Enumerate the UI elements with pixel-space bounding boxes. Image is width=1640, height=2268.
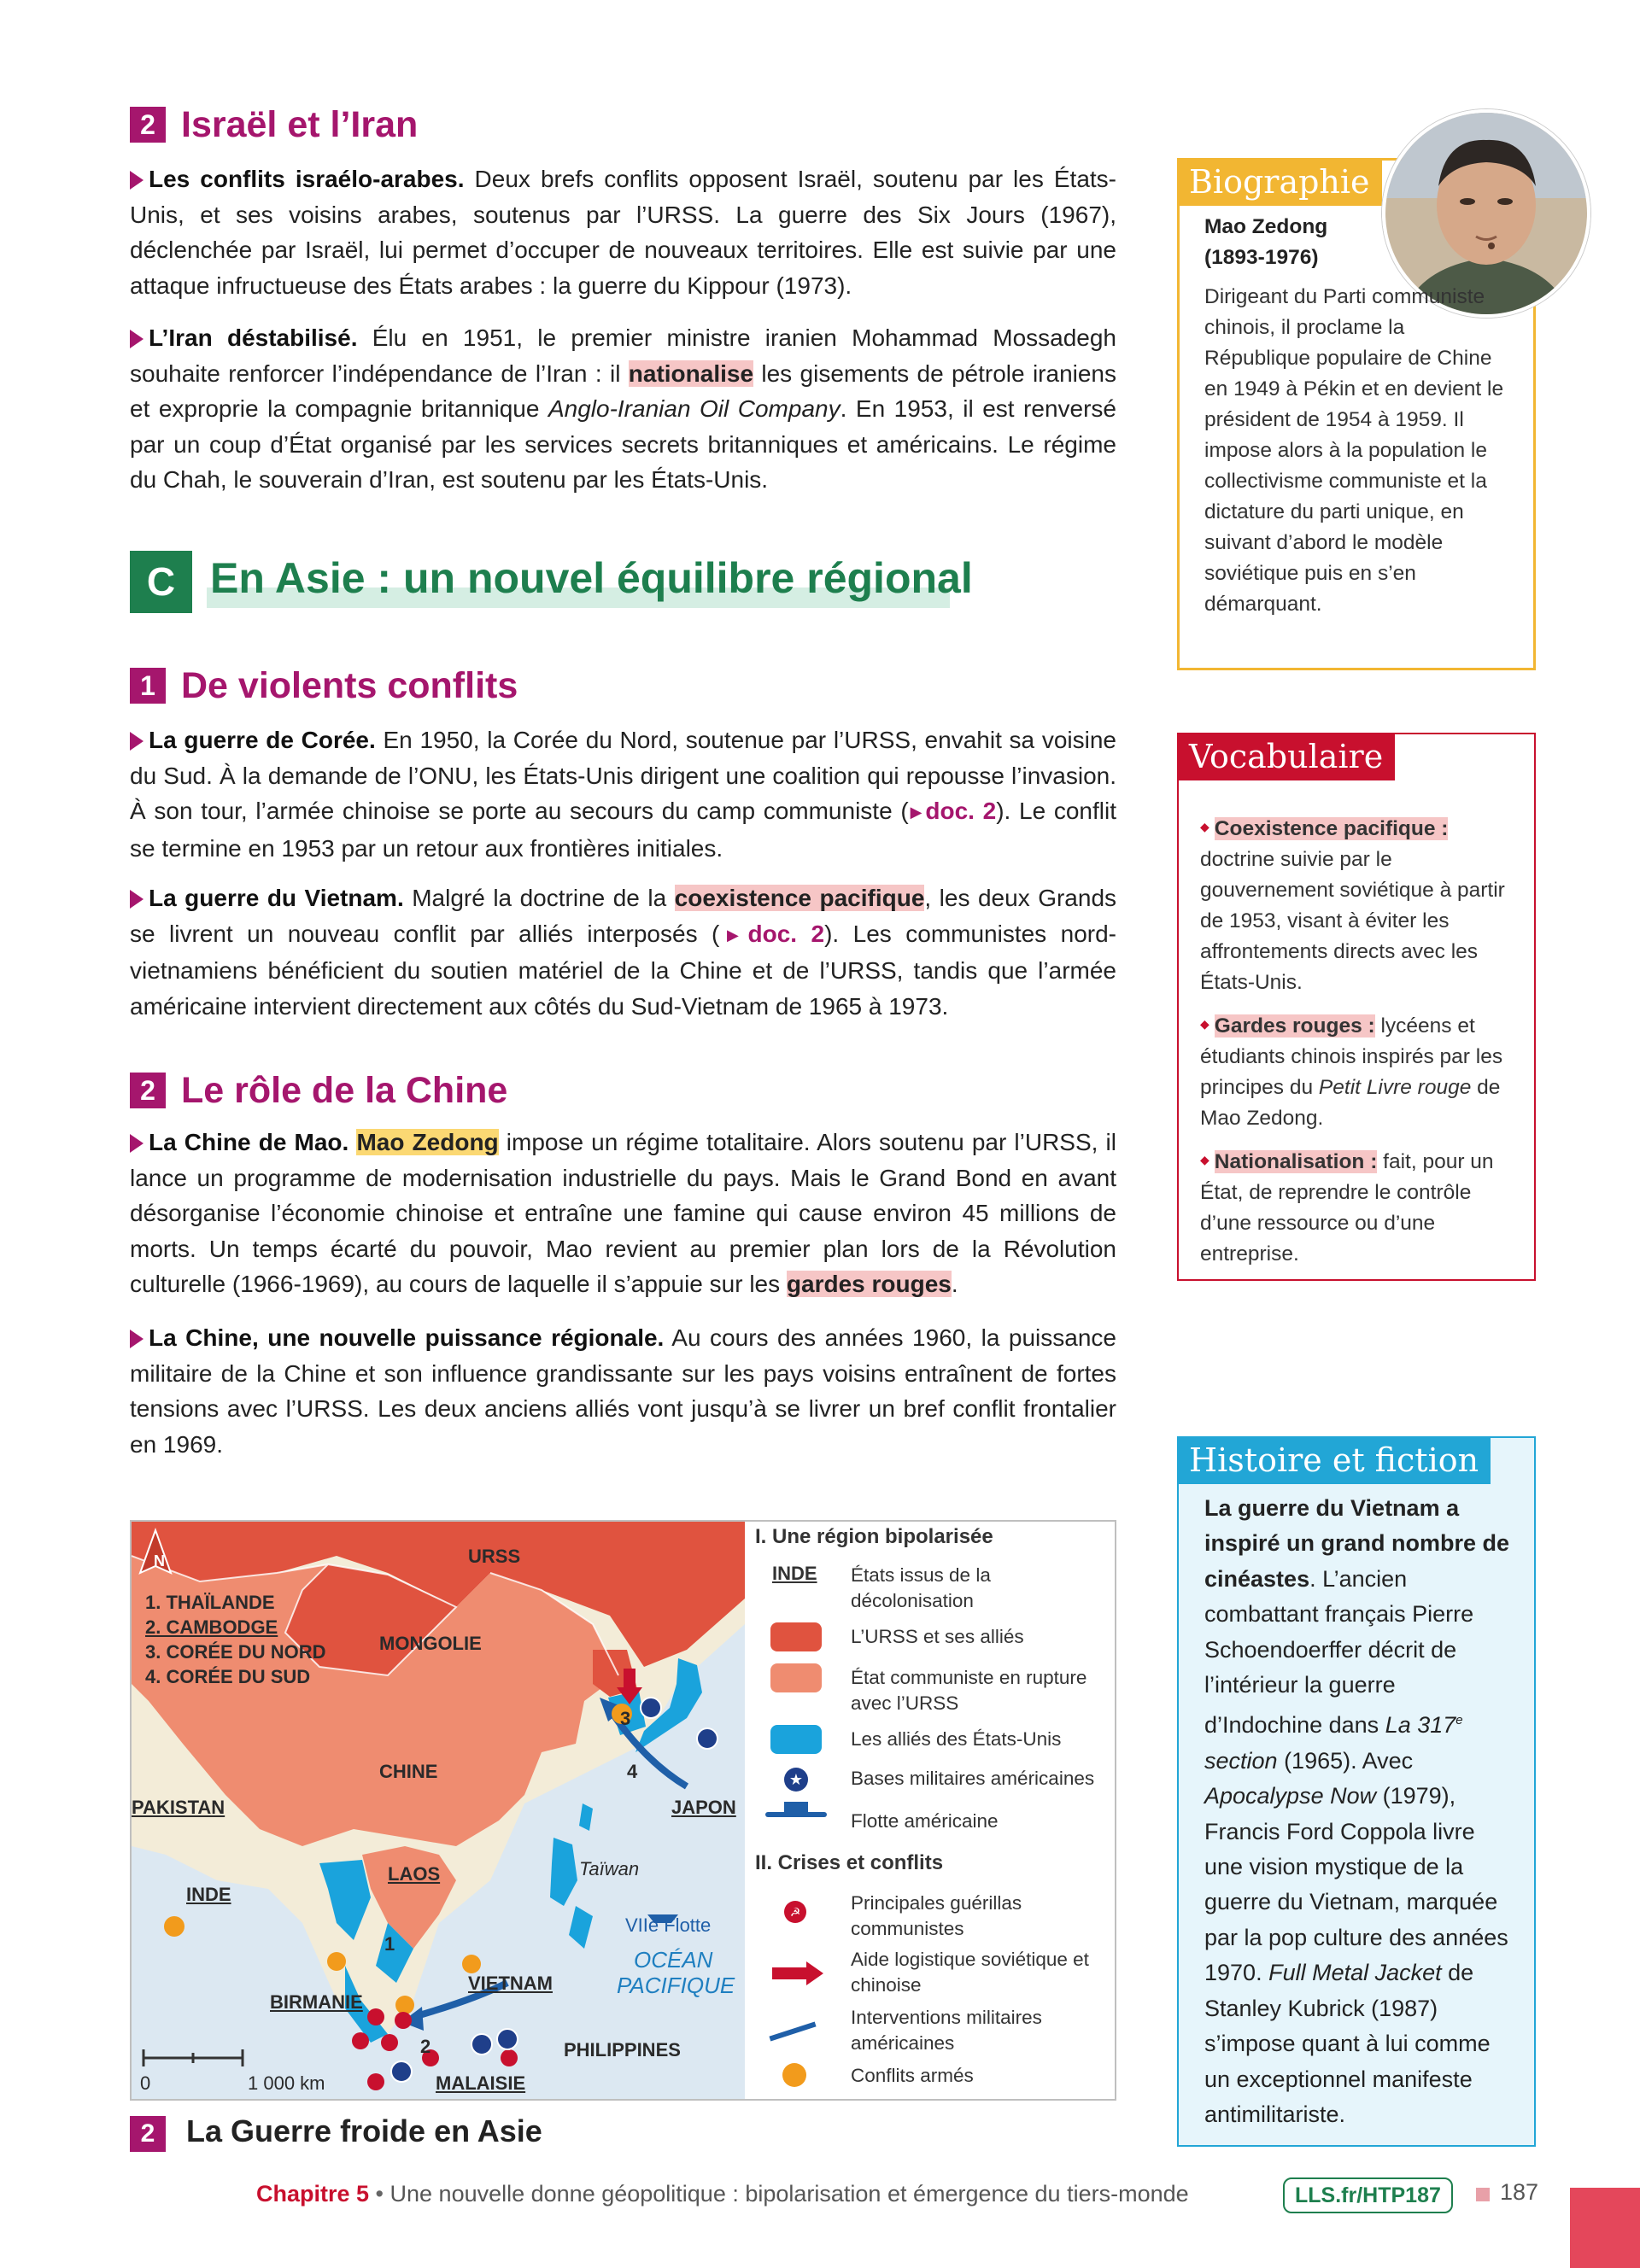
vocab-link-coexistence[interactable]: coexistence pacifique <box>674 885 925 911</box>
legend-conflicts: Conflits armés <box>851 2065 974 2086</box>
section-title-conflits: De violents conflits <box>181 665 518 706</box>
vocab-item-gardes-rouges: ◆ Gardes rouges : lycéens et étudiants chinois inspirés par les principes du Petit Livre rouge de Mao Zedong. <box>1200 1014 1503 1130</box>
label-pakistan: PAKISTAN <box>132 1797 226 1818</box>
section-letter-c: C <box>130 551 192 613</box>
us-fleet-icon-hull <box>784 1802 808 1814</box>
scale-distance: 1 000 km <box>248 2072 325 2094</box>
logistic-aid-icon <box>772 1967 806 1979</box>
label-malaisie: MALAISIE <box>436 2072 526 2094</box>
vocab-item-nationalisation: ◆ Nationalisation : fait, pour un État, de reprendre le contrôle d’une ressource ou d’une entreprise. <box>1200 1150 1494 1266</box>
map-country-list: 1. THAÏLANDE 2. CAMBODGE 3. CORÉE DU NORD 4. CORÉE DU SUD <box>145 1592 326 1687</box>
guerilla-icon: ☭ <box>784 1901 806 1923</box>
label-mongolie: MONGOLIE <box>379 1633 482 1654</box>
section-number: 1 <box>130 668 166 704</box>
section-number: 2 <box>130 1073 166 1108</box>
bullet-arrow-icon <box>130 330 144 348</box>
legend-logistic-aid: Aide logistique soviétique et chinoise <box>851 1949 1089 1996</box>
vocab-link-nationalise[interactable]: nationalise <box>628 359 754 387</box>
fiction-text: La guerre du Vietnam a inspiré un grand nombre de cinéastes. L’ancien combattant français Pierre Schoendoerffer décrit de l’intérieur la guerre d’Indochine dans La 317e section (1965). Avec Apocalypse Now (1979), Francis Ford Coppola livre une vision mystique de la guerre du Vietnam, marquée par la pop culture des années 1970. Full Metal Jacket de Stanley Kubrick (1987) s’impose quant à lui comme un exceptionnel manifeste antimilitariste. <box>1204 1495 1510 2127</box>
label-7e-flotte: VIIe Flotte <box>625 1914 712 1936</box>
label-birmanie: BIRMANIE <box>270 1991 363 2013</box>
paragraph-guerre-coree: La guerre de Corée. En 1950, la Corée du Nord, soutenue par l’URSS, envahit sa voisine du Sud. À la demande de l’ONU, les États-Unis dirigent une coalition qui repousse l’invasion. À son tour, l’armée chinoise se porte au secours du camp communiste (▶ doc. 2). Le conflit se termine en 1953 par un retour aux frontières initiales. <box>130 722 1116 866</box>
legend-bases: Bases militaires américaines <box>851 1768 1095 1789</box>
paragraph-iran-destabilise: L’Iran déstabilisé. Élu en 1951, le premier ministre iranien Mohammad Mossadegh souhaite renforcer l’indépendance de l’Iran : il nationalise les gisements de pétrole iraniens et exproprie la compagnie britannique Anglo-Iranian Oil Company. En 1953, il est renversé par un coup d’État organisé par les services secrets britanniques et américains. Le régime du Chah, le souverain d’Iran, est soutenu par les États-Unis. <box>130 324 1117 493</box>
label-num-4: 4 <box>627 1761 638 1782</box>
label-num-3: 3 <box>620 1708 631 1729</box>
label-chine: CHINE <box>379 1761 438 1782</box>
logistic-aid-arrowhead <box>806 1961 823 1985</box>
us-base-icon: ★ <box>784 1768 808 1792</box>
vocab-item-coexistence: ◆ Coexistence pacifique : doctrine suivie par le gouvernement soviétique à partir de 1953, visant à éviter les affrontements directs avec les États-Unis. <box>1200 817 1505 994</box>
section-title-israel-iran: Israël et l’Iran <box>181 104 419 145</box>
label-ocean: OCÉAN <box>634 1947 713 1973</box>
legend-fleet: Flotte américaine <box>851 1810 999 1832</box>
biography-name: Mao Zedong (1893-1976) <box>1204 215 1328 269</box>
label-num-1: 1 <box>384 1933 395 1955</box>
label-laos: LAOS <box>388 1863 441 1885</box>
doc-number: 2 <box>130 2116 166 2152</box>
map-caption: La Guerre froide en Asie <box>186 2113 542 2148</box>
armed-conflict-icon <box>782 2063 806 2087</box>
legend-heading-1: I. Une région bipolarisée <box>755 1525 993 1548</box>
diamond-icon: ◆ <box>1200 820 1210 833</box>
section-title-asie: En Asie : un nouvel équilibre régional <box>210 554 973 602</box>
label-taiwan: Taïwan <box>579 1858 640 1879</box>
diamond-icon: ◆ <box>1200 1017 1210 1031</box>
doc-reference-link[interactable]: ▶ doc. 2 <box>719 921 824 947</box>
doc-reference-link[interactable]: ▶ doc. 2 <box>909 798 997 824</box>
footer-chapter: Chapitre 5 • Une nouvelle donne géopolitique : bipolarisation et émergence du tiers-monde <box>256 2181 1189 2207</box>
vocab-link-gardes-rouges[interactable]: gardes rouges <box>786 1271 952 1297</box>
diamond-icon: ◆ <box>1200 1153 1210 1166</box>
section-number: 2 <box>130 107 166 143</box>
legend-inde-sample: INDE <box>772 1563 817 1584</box>
paragraph-conflits-israelo-arabes: Les conflits israélo-arabes. Deux brefs conflits opposent Israël, soutenu par les États-Unis, et ses voisins arabes, soutenus par l’URSS. La guerre des Six Jours (1967), déclenchée par Israël, lui permet d’occuper de nouveaux territoires. Elle est suivie par une attaque infructueuse des États arabes : la guerre du Kippour (1973). <box>130 166 1116 299</box>
legend-urss: L’URSS et ses alliés <box>851 1626 1024 1647</box>
label-philippines: PHILIPPINES <box>564 2039 681 2060</box>
label-vietnam: VIETNAM <box>468 1973 553 1994</box>
bullet-arrow-icon <box>130 1330 144 1348</box>
north-label: N <box>154 1552 165 1569</box>
label-urss: URSS <box>468 1546 521 1567</box>
label-num-2: 2 <box>420 2036 431 2057</box>
biography-link-mao[interactable]: Mao Zedong <box>356 1129 499 1155</box>
scale-zero: 0 <box>140 2072 151 2094</box>
footer-marker <box>1476 2188 1490 2201</box>
biography-text: Dirigeant du Parti communiste chinois, il proclame la République populaire de Chine en 1949 à Pékin et en devient le président de 1954 à 1959. Il impose alors à la population le collectivisme communiste et la dictature du parti unique, en suivant d’abord le modèle soviétique puis en s’en démarquant. <box>1204 285 1504 616</box>
legend-heading-2: II. Crises et conflits <box>755 1851 944 1874</box>
legend-guerillas: Principales guérillas communistes <box>851 1892 1022 1939</box>
legend-chine: État communiste en rupture avec l’URSS <box>851 1667 1087 1714</box>
legend-swatch-urss <box>770 1622 822 1651</box>
fiction-title: Histoire et fiction <box>1177 1436 1491 1484</box>
label-japon: JAPON <box>671 1797 736 1818</box>
page-tab <box>1570 2188 1640 2268</box>
legend-interventions: Interventions militaires américaines <box>851 2007 1042 2054</box>
label-inde: INDE <box>186 1884 231 1905</box>
vocabulary-list <box>1200 811 1516 1280</box>
legend-usa-allies: Les alliés des États-Unis <box>851 1728 1062 1750</box>
legend-swatch-usa <box>770 1725 822 1754</box>
section-title-chine: Le rôle de la Chine <box>181 1070 508 1111</box>
bullet-arrow-icon <box>130 1134 144 1153</box>
label-pacifique: PACIFIQUE <box>617 1973 735 1998</box>
vocabulary-title: Vocabulaire <box>1177 733 1395 780</box>
page-number: 187 <box>1500 2179 1539 2205</box>
paragraph-guerre-vietnam: La guerre du Vietnam. Malgré la doctrine de la coexistence pacifique, les deux Grands se livrent un nouveau conflit par alliés interposés (▶ doc. 2). Les communistes nord-vietnamiens bénéficient du soutien matériel de la Chine et de l’URSS, tandis que l’armée américaine intervient directement aux côtés du Sud-Vietnam de 1965 à 1973. <box>130 880 1116 1024</box>
bullet-arrow-icon <box>130 171 144 190</box>
paragraph-chine-puissance: La Chine, une nouvelle puissance régionale. Au cours des années 1960, la puissance militaire de la Chine et son influence grandissante sur les pays voisins entraînent de fortes tensions avec l’URSS. Les deux anciens alliés vont jusqu’à se livrer un bref conflit frontalier en 1969. <box>130 1324 1116 1458</box>
legend-decolonisation: États issus de la décolonisation <box>851 1564 991 1611</box>
bullet-arrow-icon <box>130 732 144 751</box>
footer-online-link[interactable]: LLS.fr/HTP187 <box>1283 2177 1453 2213</box>
bullet-arrow-icon <box>130 890 144 909</box>
biography-title: Biographie <box>1177 158 1382 206</box>
legend-swatch-chine <box>770 1663 822 1692</box>
paragraph-chine-mao: La Chine de Mao. Mao Zedong impose un régime totalitaire. Alors soutenu par l’URSS, il lance un programme de modernisation industrielle du pays. Mais le Grand Bond en avant désorganise l’économie chinoise et entraîne une famine qui cause environ 45 millions de morts. Un temps écarté du pouvoir, Mao revient au premier plan lors de la Révolution culturelle (1966-1969), au cours de laquelle il s’appuie sur les gardes rouges. <box>130 1129 1117 1297</box>
